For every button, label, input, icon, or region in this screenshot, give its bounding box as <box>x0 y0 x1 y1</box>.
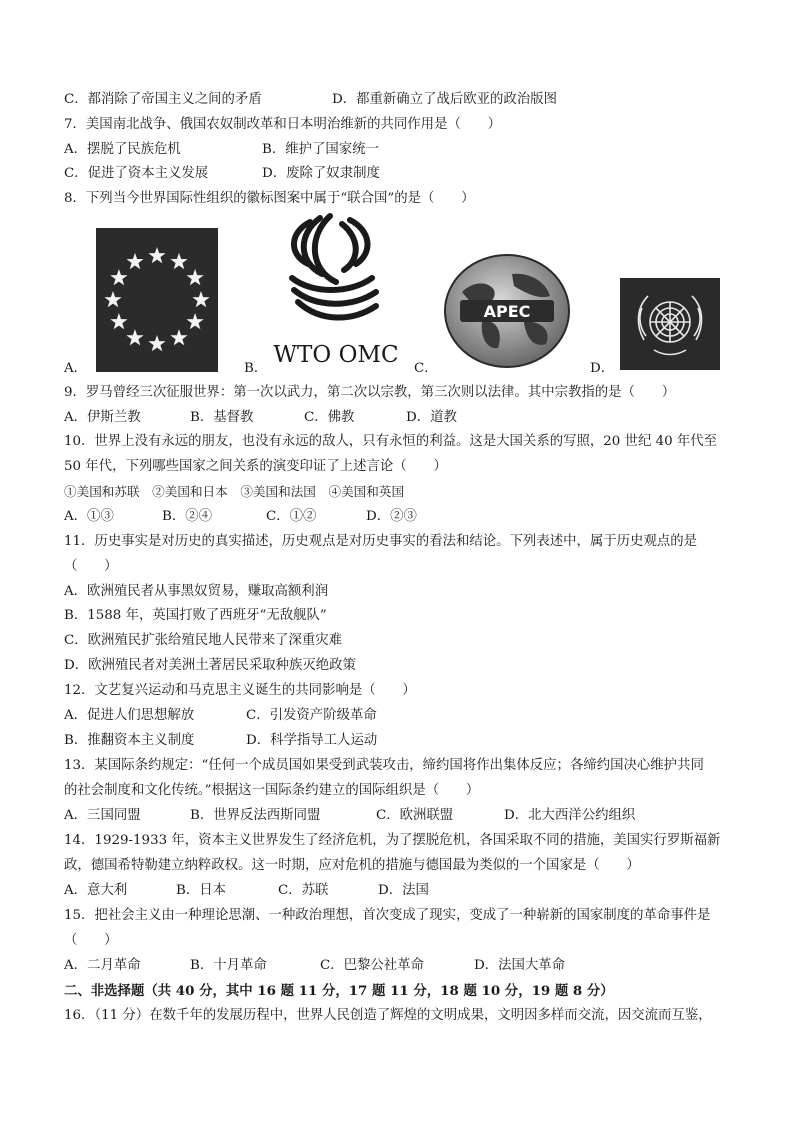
q13-stem-2: 的社会制度和文化传统。”根据这一国际条约建立的国际组织是（ ） <box>64 783 480 798</box>
q10-stem-1: 10．世界上没有永远的朋友，也没有永远的敌人，只有永恒的利益。这是大国关系的写照，20 世纪 40 年代至 <box>64 434 718 449</box>
q14-option-a: A．意大利 <box>64 883 128 898</box>
q11-option-a: A．欧洲殖民者从事黑奴贸易，赚取高额利润 <box>64 584 329 599</box>
q10-option-c: C．①② <box>266 509 317 524</box>
q9-stem: 9．罗马曾经三次征服世界：第一次以武力，第二次以宗教，第三次则以法律。其中宗教指的是（ ） <box>64 385 676 400</box>
q10-option-b: B．②④ <box>162 509 213 524</box>
q8-label-d: D． <box>590 361 615 376</box>
q11-option-d: D．欧洲殖民者对美洲土著居民采取种族灭绝政策 <box>64 658 356 673</box>
q9-option-d: D．道教 <box>406 410 457 425</box>
q7-option-a: A．摆脱了民族危机 <box>64 142 181 157</box>
q13-option-d: D．北大西洋公约组织 <box>504 808 636 823</box>
apec-text: APEC <box>483 302 531 321</box>
q11-option-b: B．1588 年，英国打败了西班牙“无敌舰队” <box>64 608 327 623</box>
q10-items: ①美国和苏联 ②美国和日本 ③美国和法国 ④美国和英国 <box>64 484 405 499</box>
q11-stem-2: （ ） <box>64 559 118 574</box>
q15-option-d: D．法国大革命 <box>474 958 566 973</box>
q12-option-c: C．引发资产阶级革命 <box>246 708 377 723</box>
q7-option-d: D．废除了奴隶制度 <box>262 166 380 181</box>
q8-stem: 8．下列当今世界国际性组织的徽标图案中属于“联合国”的是（ ） <box>64 191 475 206</box>
un-logo <box>620 278 720 370</box>
q10-option-d: D．②③ <box>366 509 417 524</box>
section-2-heading: 二、非选择题（共 40 分，其中 16 题 11 分，17 题 11 分，18 题 10 分，19 题 8 分） <box>64 983 614 999</box>
q6-option-d: D．都重新确立了战后欧亚的政治版图 <box>332 92 557 107</box>
q10-option-a: A．①③ <box>64 509 114 524</box>
q13-stem-1: 13．某国际条约规定：“任何一个成员国如果受到武装攻击，缔约国将作出集体反应；各缔约国决心维护共同 <box>64 758 704 773</box>
q15-stem-1: 15．把社会主义由一种理论思潮、一种政治理想，首次变成了现实，变成了一种崭新的国家制度的革命事件是 <box>64 908 711 923</box>
q13-option-a: A．三国同盟 <box>64 808 141 823</box>
q8-label-a: A． <box>64 361 88 376</box>
q14-option-d: D．法国 <box>378 883 429 898</box>
q15-option-b: B．十月革命 <box>190 958 267 973</box>
apec-logo <box>442 252 572 370</box>
q15-option-a: A．二月革命 <box>64 958 141 973</box>
eu-flag-logo <box>96 228 218 372</box>
q8-label-b: B． <box>244 361 268 376</box>
q15-stem-2: （ ） <box>64 933 118 948</box>
q14-option-b: B．日本 <box>176 883 227 898</box>
q15-option-c: C．巴黎公社革命 <box>320 958 424 973</box>
q16-stem: 16．（11 分）在数千年的发展历程中，世界人民创造了辉煌的文明成果，文明因多样而交流，因交流而互鉴， <box>64 1008 712 1023</box>
q6-option-c: C．都消除了帝国主义之间的矛盾 <box>64 92 262 107</box>
q9-option-c: C．佛教 <box>304 410 355 425</box>
q13-option-c: C．欧洲联盟 <box>376 808 454 823</box>
q7-option-b: B．维护了国家统一 <box>262 142 379 157</box>
q8-label-c: C． <box>414 361 438 376</box>
q13-option-b: B．世界反法西斯同盟 <box>190 808 321 823</box>
wto-text: WTO OMC <box>273 342 399 368</box>
q9-option-a: A．伊斯兰教 <box>64 410 141 425</box>
q7-stem: 7．美国南北战争、俄国农奴制改革和日本明治维新的共同作用是（ ） <box>64 117 502 132</box>
q12-option-b: B．推翻资本主义制度 <box>64 733 195 748</box>
q12-option-a: A．促进人们思想解放 <box>64 708 195 723</box>
q12-stem: 12．文艺复兴运动和马克思主义诞生的共同影响是（ ） <box>64 683 416 698</box>
q11-stem-1: 11．历史事实是对历史的真实描述，历史观点是对历史事实的看法和结论。下列表述中，属于历史观点的是 <box>64 534 698 549</box>
q12-option-d: D．科学指导工人运动 <box>246 733 378 748</box>
q14-stem-2: 政，德国希特勒建立纳粹政权。这一时期，应对危机的措施与德国最为类似的一个国家是（ ） <box>64 858 640 873</box>
q11-option-c: C．欧洲殖民扩张给殖民地人民带来了深重灾难 <box>64 633 343 648</box>
wto-logo <box>272 212 400 372</box>
q9-option-b: B．基督教 <box>190 410 254 425</box>
q14-stem-1: 14．1929-1933 年，资本主义世界发生了经济危机，为了摆脱危机，各国采取不同的措施，美国实行罗斯福新 <box>64 833 721 848</box>
q7-option-c: C．促进了资本主义发展 <box>64 166 209 181</box>
q10-stem-2: 50 年代，下列哪些国家之间关系的演变印证了上述言论（ ） <box>64 459 447 474</box>
q14-option-c: C．苏联 <box>278 883 329 898</box>
